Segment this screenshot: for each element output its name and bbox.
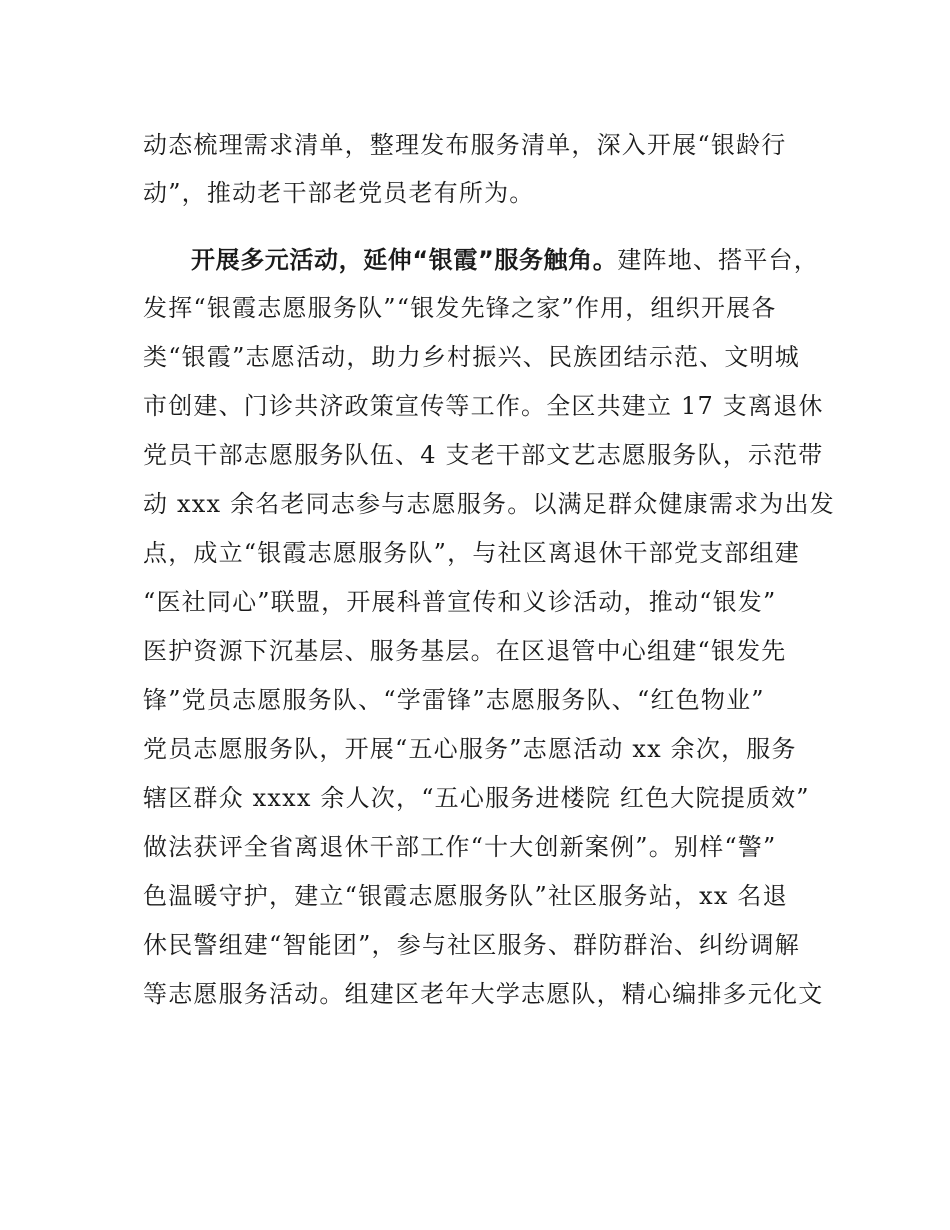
paragraph-2-line-15: 休民警组建“智能团”，参与社区服务、群防群治、纠纷调解 xyxy=(143,931,800,959)
paragraph-2-line-3: 类“银霞”志愿活动，助力乡村振兴、民族团结示范、文明城 xyxy=(143,343,800,371)
paragraph-2-line-5: 党员干部志愿服务队伍、4 支老干部文艺志愿服务队，示范带 xyxy=(143,441,824,469)
paragraph-2-line-14: 色温暖守护，建立“银霞志愿服务队”社区服务站，xx 名退 xyxy=(143,882,788,910)
paragraph-1-line-2: 动”，推动老干部老党员老有所为。 xyxy=(143,179,535,207)
paragraph-2-line-10: 锋”党员志愿服务队、“学雷锋”志愿服务队、“红色物业” xyxy=(143,686,765,714)
paragraph-2-line-6: 动 xxx 余名老同志参与志愿服务。以满足群众健康需求为出发 xyxy=(143,490,835,518)
paragraph-2-line-1 xyxy=(191,245,819,275)
paragraph-2-line-2: 发挥“银霞志愿服务队”“银发先锋之家”作用，组织开展各 xyxy=(143,294,777,322)
paragraph-2-line-11: 党员志愿服务队，开展“五心服务”志愿活动 xx 余次，服务 xyxy=(143,735,797,763)
paragraph-2-heading: 开展多元活动，延伸“银霞”服务触角。 xyxy=(191,246,618,274)
paragraph-2-line-13: 做法获评全省离退休干部工作“十大创新案例”。别样“警” xyxy=(143,833,777,861)
paragraph-2-line-9: 医护资源下沉基层、服务基层。在区退管中心组建“银发先 xyxy=(143,637,787,665)
paragraph-2-line-12: 辖区群众 xxxx 余人次，“五心服务进楼院 红色大院提质效” xyxy=(143,784,810,812)
paragraph-1-line-1: 动态梳理需求清单，整理发布服务清单，深入开展“银龄行 xyxy=(143,131,787,159)
paragraph-2-line-4: 市创建、门诊共济政策宣传等工作。全区共建立 17 支离退休 xyxy=(143,392,824,420)
paragraph-2-first-line-rest: 建阵地、搭平台， xyxy=(617,246,819,274)
paragraph-2-line-7: 点，成立“银霞志愿服务队”，与社区离退休干部党支部组建 xyxy=(143,539,800,567)
paragraph-2-line-16: 等志愿服务活动。组建区老年大学志愿队，精心编排多元化文 xyxy=(143,980,824,1008)
paragraph-2-line-8: “医社同心”联盟，开展科普宣传和义诊活动，推动“银发” xyxy=(143,588,777,616)
